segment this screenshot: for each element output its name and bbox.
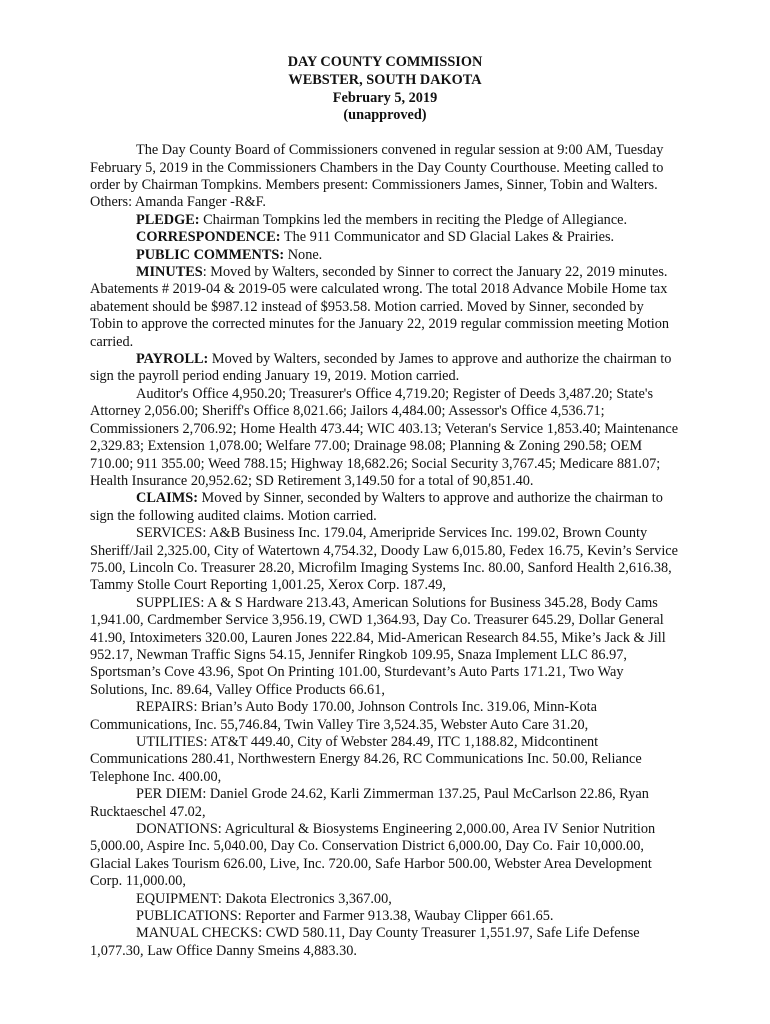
minutes-text: : Moved by Walters, seconded by Sinner to correct the January 22, 2019 minutes. Abatements # 2019-04 & 2019-05 were calculated wrong. The total 2018 Advance Mobile Home tax abatement should be $987.12 instead of $953.58. Motion carried. Moved by Sinner, seconded by Tobin to approve the corrected minutes for the January 22, 2019 regular commission meeting Motion carried. bbox=[90, 264, 670, 350]
header-date: February 5, 2019 bbox=[332, 89, 438, 106]
services-paragraph: SERVICES: A&B Business Inc. 179.04, Ameripride Services Inc. 199.02, Brown County Sheriff/Jail 2,325.00, City of Watertown 4,754.32, Doody Law 6,015.80, Fedex 16.75, Kevin’s Service 75.00, Lincoln Co. Treasurer 28.20, Microfilm Imaging Systems Inc. 80.00, Sanford Health 2,616.38, Tammy Stolle Court Reporting 1,001.25, Xerox Corp. 187.49, bbox=[90, 525, 678, 594]
supplies-paragraph: SUPPLIES: A & S Hardware 213.43, American Solutions for Business 345.28, Body Cams 1,941.00, Cardmember Service 3,956.19, CWD 1,364.93, Day Co. Treasurer 645.29, Dollar General 41.90, Intoximeters 320.00, Lauren Jones 222.84, Mid-American Research 84.55, Mike’s Jack & Jill 952.17, Newman Traffic Signs 54.15, Jennifer Ringkob 109.95, Snaza Implement LLC 86.97, Sportsman’s Cove 43.96, Spot On Printing 101.00, Sturdevant’s Auto Parts 171.21, Two Way Solutions, Inc. 89.64, Valley Office Products 66.61, bbox=[90, 594, 666, 698]
document-page bbox=[90, 54, 680, 960]
claims-label: CLAIMS: bbox=[136, 490, 198, 507]
public-comments-paragraph bbox=[90, 247, 680, 264]
pledge-text: Chairman Tompkins led the members in reciting the Pledge of Allegiance. bbox=[199, 211, 628, 228]
correspondence-paragraph bbox=[90, 229, 680, 246]
equipment-paragraph: EQUIPMENT: Dakota Electronics 3,367.00, bbox=[136, 890, 392, 907]
donations-paragraph: DONATIONS: Agricultural & Biosystems Engineering 2,000.00, Area IV Senior Nutrition 5,000.00, Aspire Inc. 5,040.00, Day Co. Conservation District 6,000.00, Day Co. Fair 10,000.00, Glacial Lakes Tourism 626.00, Live, Inc. 720.00, Safe Harbor 500.00, Webster Area Development Corp. 11,000.00, bbox=[90, 821, 656, 890]
payroll-detail-paragraph: Auditor's Office 4,950.20; Treasurer's Office 4,719.20; Register of Deeds 3,487.20; State's Attorney 2,056.00; Sheriff's Office 8,021.66; Jailors 4,484.00; Assessor's Office 4,536.71; Commissioners 2,706.92; Home Health 473.44; WIC 403.13; Veteran's Service 1,853.40; Maintenance 2,329.83; Extension 1,078.00; Welfare 77.00; Drainage 98.08; Planning & Zoning 290.58; OEM 710.00; 911 355.00; Weed 788.15; Highway 18,682.26; Social Security 3,767.45; Medicare 881.07; Health Insurance 20,952.62; SD Retirement 3,149.50 for a total of 90,851.40. bbox=[90, 385, 679, 489]
header-status: (unapproved) bbox=[343, 107, 427, 124]
header-location: WEBSTER, SOUTH DAKOTA bbox=[288, 71, 482, 88]
utilities-paragraph: UTILITIES: AT&T 449.40, City of Webster 284.49, ITC 1,188.82, Midcontinent Communications 280.41, Northwestern Energy 84.26, RC Communications Inc. 50.00, Reliance Telephone Inc. 400.00, bbox=[90, 734, 642, 785]
claims-text: Moved by Sinner, seconded by Walters to approve and authorize the chairman to sign the following audited claims. Motion carried. bbox=[90, 490, 663, 524]
pledge-label: PLEDGE: bbox=[136, 211, 200, 228]
correspondence-label: CORRESPONDENCE: bbox=[136, 229, 281, 246]
payroll-paragraph bbox=[90, 351, 680, 386]
public-comments-text: None. bbox=[284, 246, 323, 263]
minutes-paragraph bbox=[90, 264, 680, 351]
intro-paragraph: The Day County Board of Commissioners convened in regular session at 9:00 AM, Tuesday February 5, 2019 in the Commissioners Chambers in the Day County Courthouse. Meeting called to order by Chairman Tompkins. Members present: Commissioners James, Sinner, Tobin and Walters. Others: Amanda Fanger -R&F. bbox=[90, 142, 664, 211]
header-title: DAY COUNTY COMMISSION bbox=[287, 54, 483, 70]
document-header bbox=[90, 54, 680, 125]
minutes-label: MINUTES bbox=[136, 264, 203, 281]
claims-paragraph bbox=[90, 490, 680, 525]
manual-checks-paragraph: MANUAL CHECKS: CWD 580.11, Day County Treasurer 1,551.97, Safe Life Defense 1,077.30, Law Office Danny Smeins 4,883.30. bbox=[90, 925, 640, 959]
payroll-text: Moved by Walters, seconded by James to approve and authorize the chairman to sign the payroll period ending January 19, 2019. Motion carried. bbox=[90, 351, 672, 385]
public-comments-label: PUBLIC COMMENTS: bbox=[136, 246, 285, 263]
repairs-paragraph: REPAIRS: Brian’s Auto Body 170.00, Johnson Controls Inc. 319.06, Minn-Kota Communications, Inc. 55,746.84, Twin Valley Tire 3,524.35, Webster Auto Care 31.20, bbox=[90, 699, 597, 733]
publications-paragraph: PUBLICATIONS: Reporter and Farmer 913.38, Waubay Clipper 661.65. bbox=[136, 908, 554, 925]
correspondence-text: The 911 Communicator and SD Glacial Lakes & Prairies. bbox=[280, 229, 615, 246]
pledge-paragraph bbox=[90, 212, 680, 229]
payroll-label: PAYROLL: bbox=[136, 351, 209, 368]
per-diem-paragraph: PER DIEM: Daniel Grode 24.62, Karli Zimmerman 137.25, Paul McCarlson 22.86, Ryan Rucktaeschel 47.02, bbox=[90, 786, 649, 820]
